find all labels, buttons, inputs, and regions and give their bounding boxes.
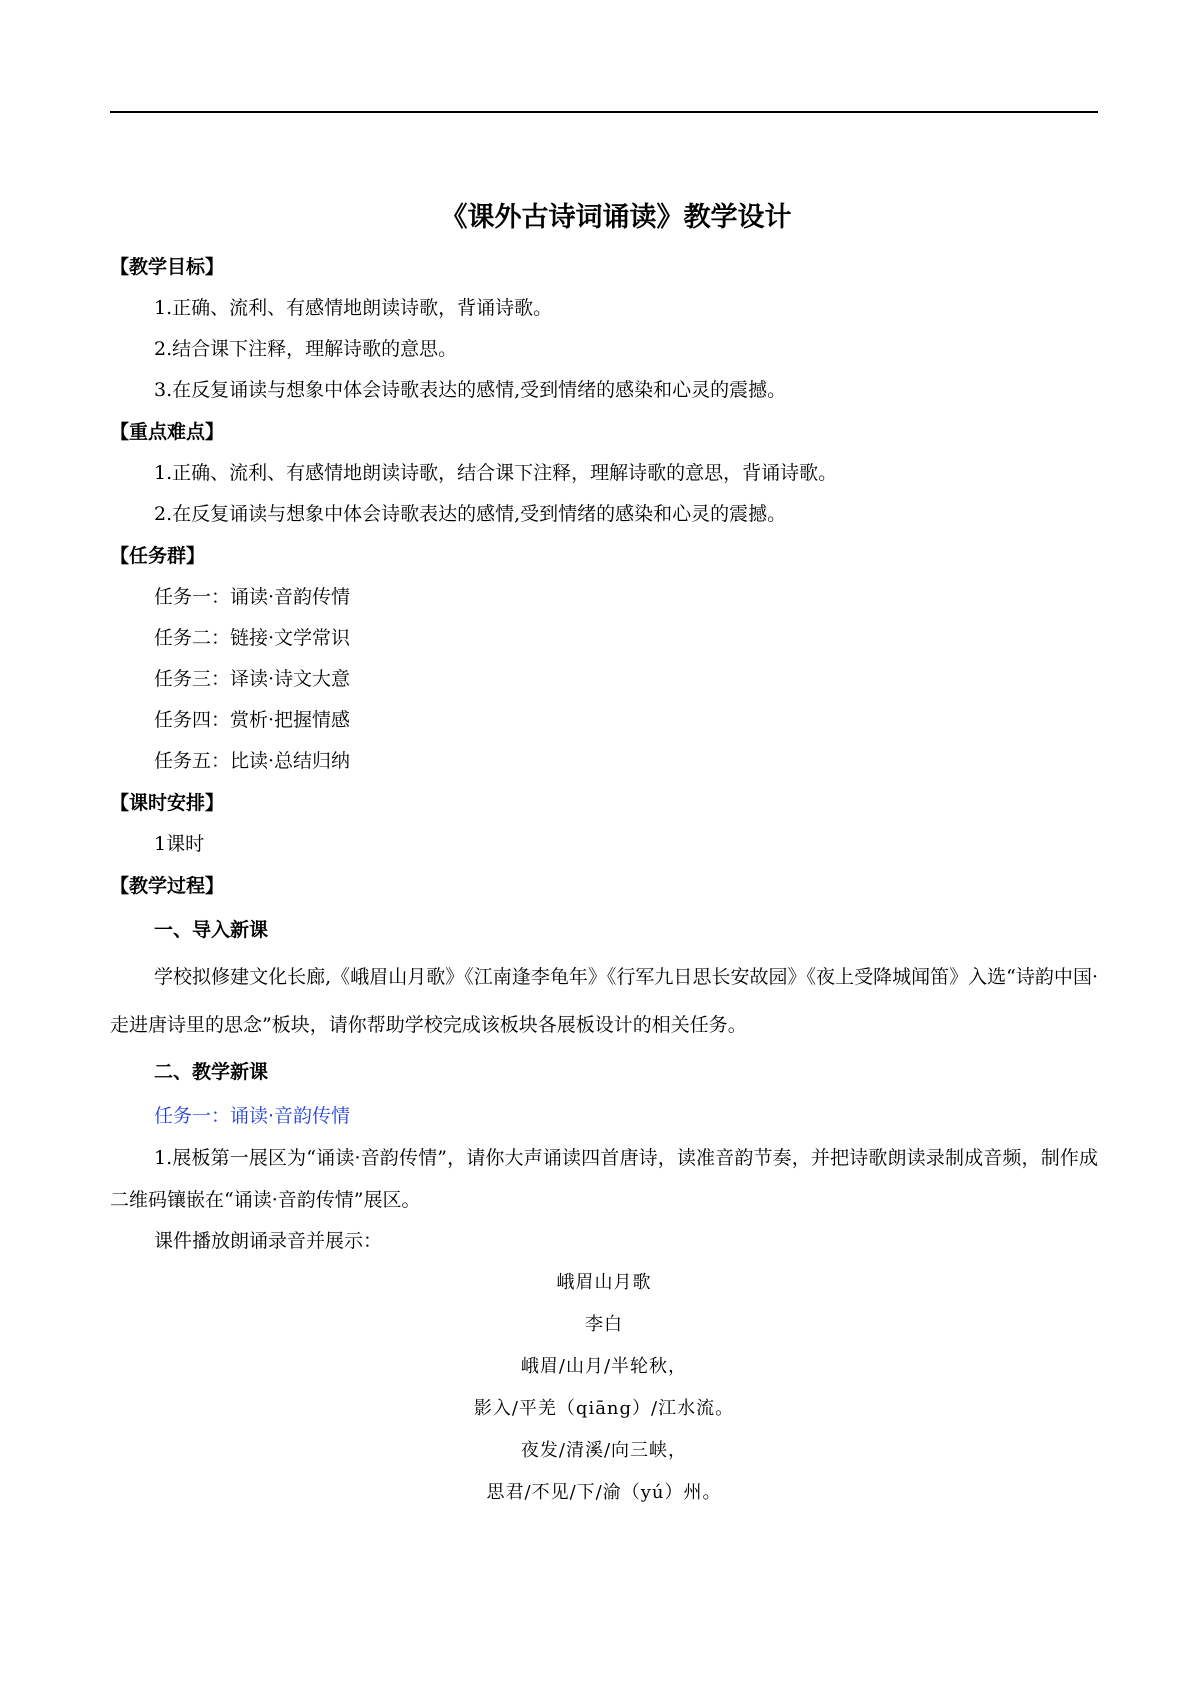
poem-line: 峨眉/山月/半轮秋， xyxy=(520,1356,688,1377)
task-one-title: 任务一：诵读·音韵传情 xyxy=(154,1105,351,1127)
document-body xyxy=(110,196,1098,1514)
section-heading-tasks: 【任务群】 xyxy=(110,545,206,567)
task-one-paragraph: 1.展板第一展区为“诵读·音韵传情”，请你大声诵读四首唐诗，读准音韵节奏，并把诗歌朗读录制成音频，制作成二维码镶嵌在“诵读·音韵传情”展区。 xyxy=(110,1147,1098,1211)
task-item: 任务一：诵读·音韵传情 xyxy=(154,586,351,608)
courseware-intro: 课件播放朗诵录音并展示： xyxy=(154,1230,383,1252)
task-item: 任务三：译读·诗文大意 xyxy=(154,668,351,690)
section-heading-key-points: 【重点难点】 xyxy=(110,421,225,443)
subsection-heading-new-lesson: 二、教学新课 xyxy=(154,1061,269,1083)
key-point-item: 2.在反复诵读与想象中体会诗歌表达的感情,受到情绪的感染和心灵的震撼。 xyxy=(154,503,787,525)
schedule-text: 1课时 xyxy=(154,833,205,855)
section-heading-schedule: 【课时安排】 xyxy=(110,792,225,814)
header-rule xyxy=(110,111,1098,113)
poem-line: 影入/平羌（qiāng）/江水流。 xyxy=(473,1398,735,1419)
task-item: 任务四：赏析·把握情感 xyxy=(154,709,351,731)
page-title: 《课外古诗词诵读》教学设计 xyxy=(440,202,792,233)
poem-author: 李白 xyxy=(585,1314,623,1335)
section-heading-goals: 【教学目标】 xyxy=(110,256,225,278)
section-heading-process: 【教学过程】 xyxy=(110,875,225,897)
intro-paragraph: 学校拟修建文化长廊,《峨眉山月歌》《江南逢李龟年》《行军九日思长安故园》《夜上受降城闻笛》入选“诗韵中国·走进唐诗里的思念”板块，请你帮助学校完成该板块各展板设计的相关任务。 xyxy=(110,966,1098,1036)
poem-title: 峨眉山月歌 xyxy=(556,1272,652,1293)
poem-line: 思君/不见/下/渝（yú）州。 xyxy=(486,1482,722,1503)
goal-item: 3.在反复诵读与想象中体会诗歌表达的感情,受到情绪的感染和心灵的震撼。 xyxy=(154,379,787,401)
task-item: 任务二：链接·文学常识 xyxy=(154,627,351,649)
task-item: 任务五：比读·总结归纳 xyxy=(154,750,351,772)
poem-line: 夜发/清溪/向三峡， xyxy=(520,1440,688,1461)
goal-item: 1.正确、流利、有感情地朗读诗歌，背诵诗歌。 xyxy=(154,297,553,319)
subsection-heading-intro: 一、导入新课 xyxy=(154,919,269,941)
key-point-item: 1.正确、流利、有感情地朗读诗歌，结合课下注释，理解诗歌的意思，背诵诗歌。 xyxy=(154,462,838,484)
goal-item: 2.结合课下注释，理解诗歌的意思。 xyxy=(154,338,458,360)
